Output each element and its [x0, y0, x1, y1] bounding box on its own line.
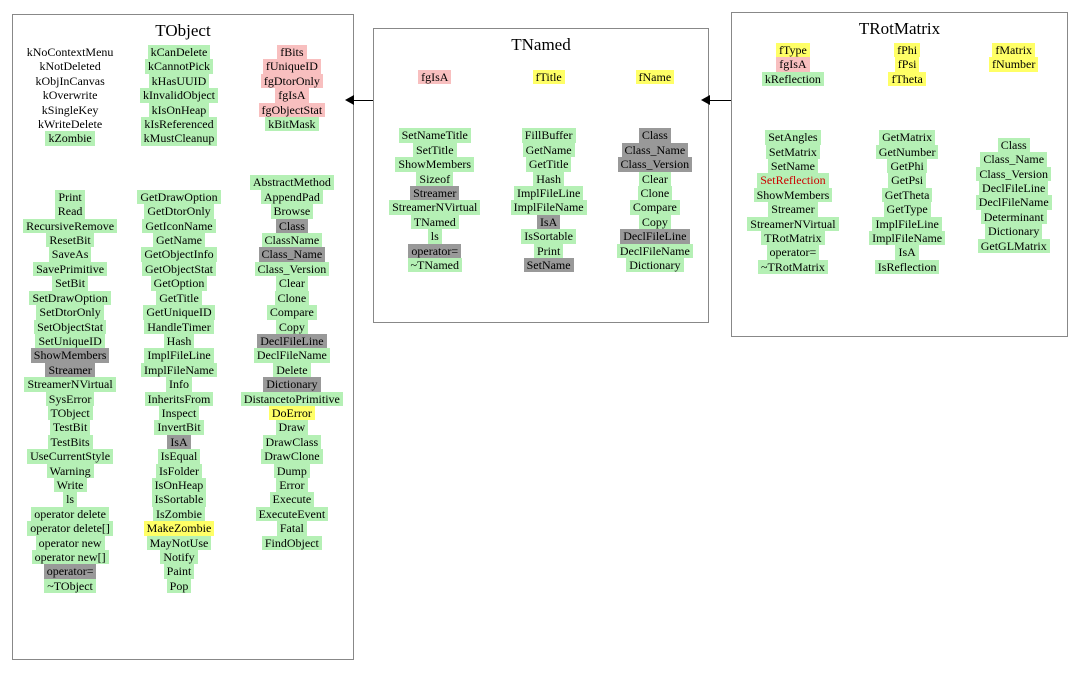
member-item[interactable]: Copy	[639, 215, 671, 229]
member-item[interactable]: Class_Version	[255, 262, 330, 276]
member-item[interactable]: GetDrawOption	[137, 190, 220, 204]
member-column	[976, 43, 1052, 253]
member-item[interactable]: fgIsA	[418, 70, 451, 84]
member-item[interactable]: Info	[166, 377, 192, 391]
member-item[interactable]: TestBit	[50, 420, 91, 434]
member-item[interactable]: operator new	[36, 536, 105, 550]
member-item[interactable]: kInvalidObject	[140, 88, 218, 102]
member-item[interactable]: kOverwrite	[42, 88, 98, 103]
class-title-tnamed: TNamed	[511, 35, 571, 54]
member-item[interactable]: ShowMembers	[754, 188, 833, 202]
arrow-tnamed-to-tobject-line	[354, 100, 373, 101]
member-item[interactable]: DeclFileLine	[257, 334, 326, 348]
member-item[interactable]: fNumber	[989, 57, 1038, 71]
member-item[interactable]: InheritsFrom	[145, 392, 214, 406]
member-item[interactable]: IsA	[167, 435, 190, 449]
member-item[interactable]: kObjInCanvas	[35, 73, 105, 88]
member-item[interactable]: ExecuteEvent	[256, 507, 329, 521]
member-item[interactable]: DrawClone	[261, 449, 322, 463]
member-item[interactable]: DrawClass	[263, 435, 322, 449]
member-item[interactable]: IsFolder	[156, 464, 202, 478]
member-item[interactable]: ImplFileName	[869, 231, 945, 245]
member-item[interactable]: SetDtorOnly	[36, 305, 103, 319]
member-item[interactable]: ls	[63, 492, 77, 506]
member-item[interactable]: DeclFileName	[254, 348, 330, 362]
member-item[interactable]: Warning	[47, 464, 94, 478]
member-column	[241, 45, 343, 550]
member-item[interactable]: operator=	[44, 564, 97, 578]
member-item[interactable]: TObject	[48, 406, 93, 420]
member-item[interactable]: fgIsA	[776, 57, 809, 71]
member-item[interactable]: Pop	[167, 579, 192, 593]
member-item[interactable]: fgIsA	[275, 88, 308, 102]
member-item[interactable]: DeclFileName	[976, 195, 1052, 209]
member-item[interactable]: Error	[276, 478, 307, 492]
member-item[interactable]: IsEqual	[158, 449, 201, 463]
class-columns-tnamed	[374, 59, 708, 272]
member-item[interactable]: Compare	[630, 200, 680, 214]
member-item[interactable]: Draw	[276, 420, 309, 434]
member-item[interactable]: SetMatrix	[766, 145, 820, 159]
member-item[interactable]: Streamer	[410, 186, 459, 200]
member-item[interactable]: SaveAs	[49, 247, 92, 261]
member-item[interactable]: fType	[776, 43, 810, 57]
member-group	[511, 128, 587, 272]
member-item[interactable]: TestBits	[48, 435, 93, 449]
class-box-tobject	[12, 14, 354, 660]
member-item[interactable]: Hash	[164, 334, 195, 348]
member-item[interactable]: kIsReferenced	[141, 117, 216, 131]
member-item[interactable]: kNoContextMenu	[26, 45, 114, 59]
member-item[interactable]: Print	[534, 244, 563, 258]
member-group	[762, 43, 824, 86]
member-item[interactable]: kIsOnHeap	[149, 103, 210, 117]
member-item[interactable]: ImplFileLine	[144, 348, 213, 362]
member-item[interactable]: kSingleKey	[41, 102, 99, 117]
member-item[interactable]: InvertBit	[154, 420, 203, 434]
member-item[interactable]: Streamer	[768, 202, 817, 216]
member-item[interactable]: GetPsi	[888, 173, 926, 187]
member-item[interactable]: Class	[276, 219, 308, 233]
member-item[interactable]: DeclFileName	[617, 244, 693, 258]
member-item[interactable]: ClassName	[262, 233, 323, 247]
member-item[interactable]: Clear	[639, 172, 671, 186]
member-group	[418, 70, 451, 84]
member-group	[976, 138, 1052, 253]
member-item[interactable]: Streamer	[45, 363, 94, 377]
member-item[interactable]: Compare	[267, 305, 317, 319]
member-item[interactable]: MayNotUse	[147, 536, 212, 550]
member-item[interactable]: fMatrix	[992, 43, 1035, 57]
member-item[interactable]: Class_Name	[622, 143, 689, 157]
member-group	[869, 130, 945, 274]
member-item[interactable]: TRotMatrix	[761, 231, 824, 245]
member-item[interactable]: GetNumber	[876, 145, 939, 159]
member-item[interactable]: FillBuffer	[522, 128, 576, 142]
member-item[interactable]: IsA	[537, 215, 560, 229]
member-column	[137, 45, 220, 593]
member-item[interactable]: kCanDelete	[148, 45, 211, 59]
member-item[interactable]: SetTitle	[413, 143, 457, 157]
member-item[interactable]: SetName	[768, 159, 818, 173]
member-item[interactable]: GetMatrix	[879, 130, 935, 144]
class-box-tnamed	[373, 28, 709, 323]
member-item[interactable]: Browse	[271, 204, 314, 218]
member-item[interactable]: GetGLMatrix	[978, 239, 1050, 253]
member-item[interactable]: MakeZombie	[144, 521, 215, 535]
member-column	[23, 45, 117, 593]
member-item[interactable]: ~TNamed	[408, 258, 462, 272]
member-item[interactable]: kHasUUID	[149, 74, 210, 88]
member-item[interactable]: SetAngles	[765, 130, 820, 144]
member-item[interactable]: Class_Version	[618, 157, 693, 171]
member-item[interactable]: StreamerNVirtual	[747, 217, 838, 231]
member-item[interactable]: IsA	[895, 245, 918, 259]
member-item[interactable]: SavePrimitive	[33, 262, 107, 276]
member-item[interactable]: Determinant	[981, 210, 1047, 224]
member-item[interactable]: operator=	[767, 245, 820, 259]
member-item[interactable]: ShowMembers	[31, 348, 110, 362]
member-item[interactable]: fgObjectStat	[259, 103, 326, 117]
member-item[interactable]: GetPhi	[887, 159, 926, 173]
member-item[interactable]: fBits	[277, 45, 306, 59]
member-item[interactable]: GetType	[884, 202, 931, 216]
member-item[interactable]: kZombie	[45, 131, 94, 145]
member-item[interactable]: kBitMask	[265, 117, 318, 131]
member-item[interactable]: GetTitle	[526, 157, 572, 171]
member-item[interactable]: fgDtorOnly	[261, 74, 323, 88]
member-group	[533, 70, 565, 84]
member-column	[869, 43, 945, 274]
member-item[interactable]: ImplFileLine	[514, 186, 583, 200]
member-group	[747, 130, 838, 274]
member-column	[511, 59, 587, 272]
member-item[interactable]: Dump	[274, 464, 310, 478]
member-item[interactable]: IsSortable	[521, 229, 576, 243]
member-item[interactable]: Class	[998, 138, 1030, 152]
member-item[interactable]: HandleTimer	[144, 320, 214, 334]
member-item[interactable]: fPsi	[895, 57, 920, 71]
member-item[interactable]: Notify	[160, 550, 197, 564]
member-group	[140, 45, 218, 146]
member-item[interactable]: Sizeof	[416, 172, 453, 186]
member-group	[241, 175, 343, 550]
member-item[interactable]: SetNameTitle	[399, 128, 471, 142]
member-item[interactable]: kCannotPick	[145, 59, 213, 73]
member-column	[747, 43, 838, 274]
member-item[interactable]: GetObjectStat	[142, 262, 216, 276]
member-item[interactable]: Class_Name	[259, 247, 326, 261]
member-item[interactable]: fName	[636, 70, 675, 84]
member-item[interactable]: UseCurrentStyle	[27, 449, 113, 463]
member-item[interactable]: Delete	[273, 363, 310, 377]
member-group	[259, 45, 326, 131]
member-item[interactable]: TNamed	[411, 215, 459, 229]
member-item[interactable]: IsOnHeap	[152, 478, 207, 492]
member-column	[389, 59, 480, 272]
member-item[interactable]: ImplFileName	[511, 200, 587, 214]
member-item[interactable]: AbstractMethod	[250, 175, 334, 189]
member-item[interactable]: ~TObject	[44, 579, 96, 593]
member-item[interactable]: Print	[55, 190, 84, 204]
member-group	[389, 128, 480, 272]
member-group	[617, 128, 693, 272]
member-item[interactable]: operator new[]	[32, 550, 109, 564]
member-item[interactable]: ShowMembers	[395, 157, 474, 171]
member-item[interactable]: kNotDeleted	[39, 59, 101, 74]
member-group	[24, 45, 117, 146]
member-item[interactable]: Execute	[270, 492, 315, 506]
member-item[interactable]: GetTitle	[156, 291, 202, 305]
member-item[interactable]: SysError	[46, 392, 95, 406]
member-item[interactable]: Hash	[533, 172, 564, 186]
member-item[interactable]: Read	[55, 204, 86, 218]
member-group	[989, 43, 1038, 72]
member-item[interactable]: Fatal	[277, 521, 307, 535]
member-item[interactable]: Class_Version	[976, 167, 1051, 181]
member-item[interactable]: Clone	[275, 291, 310, 305]
member-item[interactable]: ls	[428, 229, 442, 243]
member-item[interactable]: StreamerNVirtual	[24, 377, 115, 391]
member-item[interactable]: kReflection	[762, 72, 824, 86]
member-item[interactable]: kMustCleanup	[141, 131, 218, 145]
member-item[interactable]: GetName	[523, 143, 575, 157]
member-item[interactable]: GetTheta	[882, 188, 933, 202]
member-item[interactable]: DeclFileLine	[979, 181, 1048, 195]
member-item[interactable]: GetName	[153, 233, 205, 247]
member-column	[617, 59, 693, 272]
member-item[interactable]: SetUniqueID	[35, 334, 104, 348]
member-item[interactable]: Class_Name	[980, 152, 1047, 166]
member-item[interactable]: ~TRotMatrix	[758, 260, 828, 274]
member-item[interactable]: fTheta	[888, 72, 925, 86]
member-item[interactable]: DoError	[269, 406, 315, 420]
member-item[interactable]: GetOption	[151, 276, 208, 290]
member-item[interactable]: operator delete[]	[27, 521, 113, 535]
member-item[interactable]: ResetBit	[46, 233, 93, 247]
member-item[interactable]: Paint	[164, 564, 195, 578]
member-item[interactable]: fPhi	[894, 43, 920, 57]
arrow-tnamed-to-tobject-head	[345, 95, 354, 105]
member-item[interactable]: ImplFileLine	[872, 217, 941, 231]
member-item[interactable]: IsReflection	[875, 260, 940, 274]
member-item[interactable]: SetObjectStat	[34, 320, 106, 334]
member-item[interactable]: ImplFileName	[141, 363, 217, 377]
class-title-trotmatrix: TRotMatrix	[858, 19, 941, 38]
member-item[interactable]: DistancetoPrimitive	[241, 392, 343, 406]
member-item[interactable]: operator=	[408, 244, 461, 258]
member-item[interactable]: GetUniqueID	[143, 305, 214, 319]
member-item[interactable]: SetReflection	[757, 173, 828, 187]
member-group	[636, 70, 675, 84]
member-item[interactable]: Inspect	[159, 406, 200, 420]
member-item[interactable]: Class	[639, 128, 671, 142]
member-item[interactable]: GetObjectInfo	[141, 247, 216, 261]
member-item[interactable]: fUniqueID	[263, 59, 321, 73]
arrow-trotmatrix-to-tnamed-head	[701, 95, 710, 105]
member-item[interactable]: SetDrawOption	[29, 291, 110, 305]
member-group	[23, 190, 117, 593]
class-columns-trotmatrix	[732, 43, 1067, 274]
member-item[interactable]: GetDtorOnly	[144, 204, 213, 218]
member-item[interactable]: RecursiveRemove	[23, 219, 117, 233]
member-item[interactable]: DeclFileLine	[620, 229, 689, 243]
member-item[interactable]: Dictionary	[263, 377, 320, 391]
member-item[interactable]: SetBit	[52, 276, 88, 290]
member-item[interactable]: Write	[54, 478, 87, 492]
arrow-trotmatrix-to-tnamed-line	[710, 100, 731, 101]
member-item[interactable]: SetName	[524, 258, 574, 272]
member-item[interactable]: Clone	[638, 186, 673, 200]
class-columns-tobject	[13, 45, 353, 593]
class-title-tobject: TObject	[155, 21, 211, 40]
member-item[interactable]: StreamerNVirtual	[389, 200, 480, 214]
member-item[interactable]: operator delete	[31, 507, 109, 521]
member-item[interactable]: IsSortable	[152, 492, 207, 506]
member-group	[888, 43, 925, 86]
member-group	[137, 190, 220, 593]
member-item[interactable]: Dictionary	[985, 224, 1042, 238]
class-box-trotmatrix	[731, 12, 1068, 337]
member-item[interactable]: FindObject	[262, 536, 322, 550]
member-item[interactable]: IsZombie	[153, 507, 205, 521]
member-item[interactable]: Clear	[276, 276, 308, 290]
member-item[interactable]: Copy	[276, 320, 308, 334]
member-item[interactable]: AppendPad	[261, 190, 323, 204]
member-item[interactable]: kWriteDelete	[38, 117, 103, 132]
member-item[interactable]: fTitle	[533, 70, 565, 84]
member-item[interactable]: GetIconName	[142, 219, 215, 233]
member-item[interactable]: Dictionary	[626, 258, 683, 272]
